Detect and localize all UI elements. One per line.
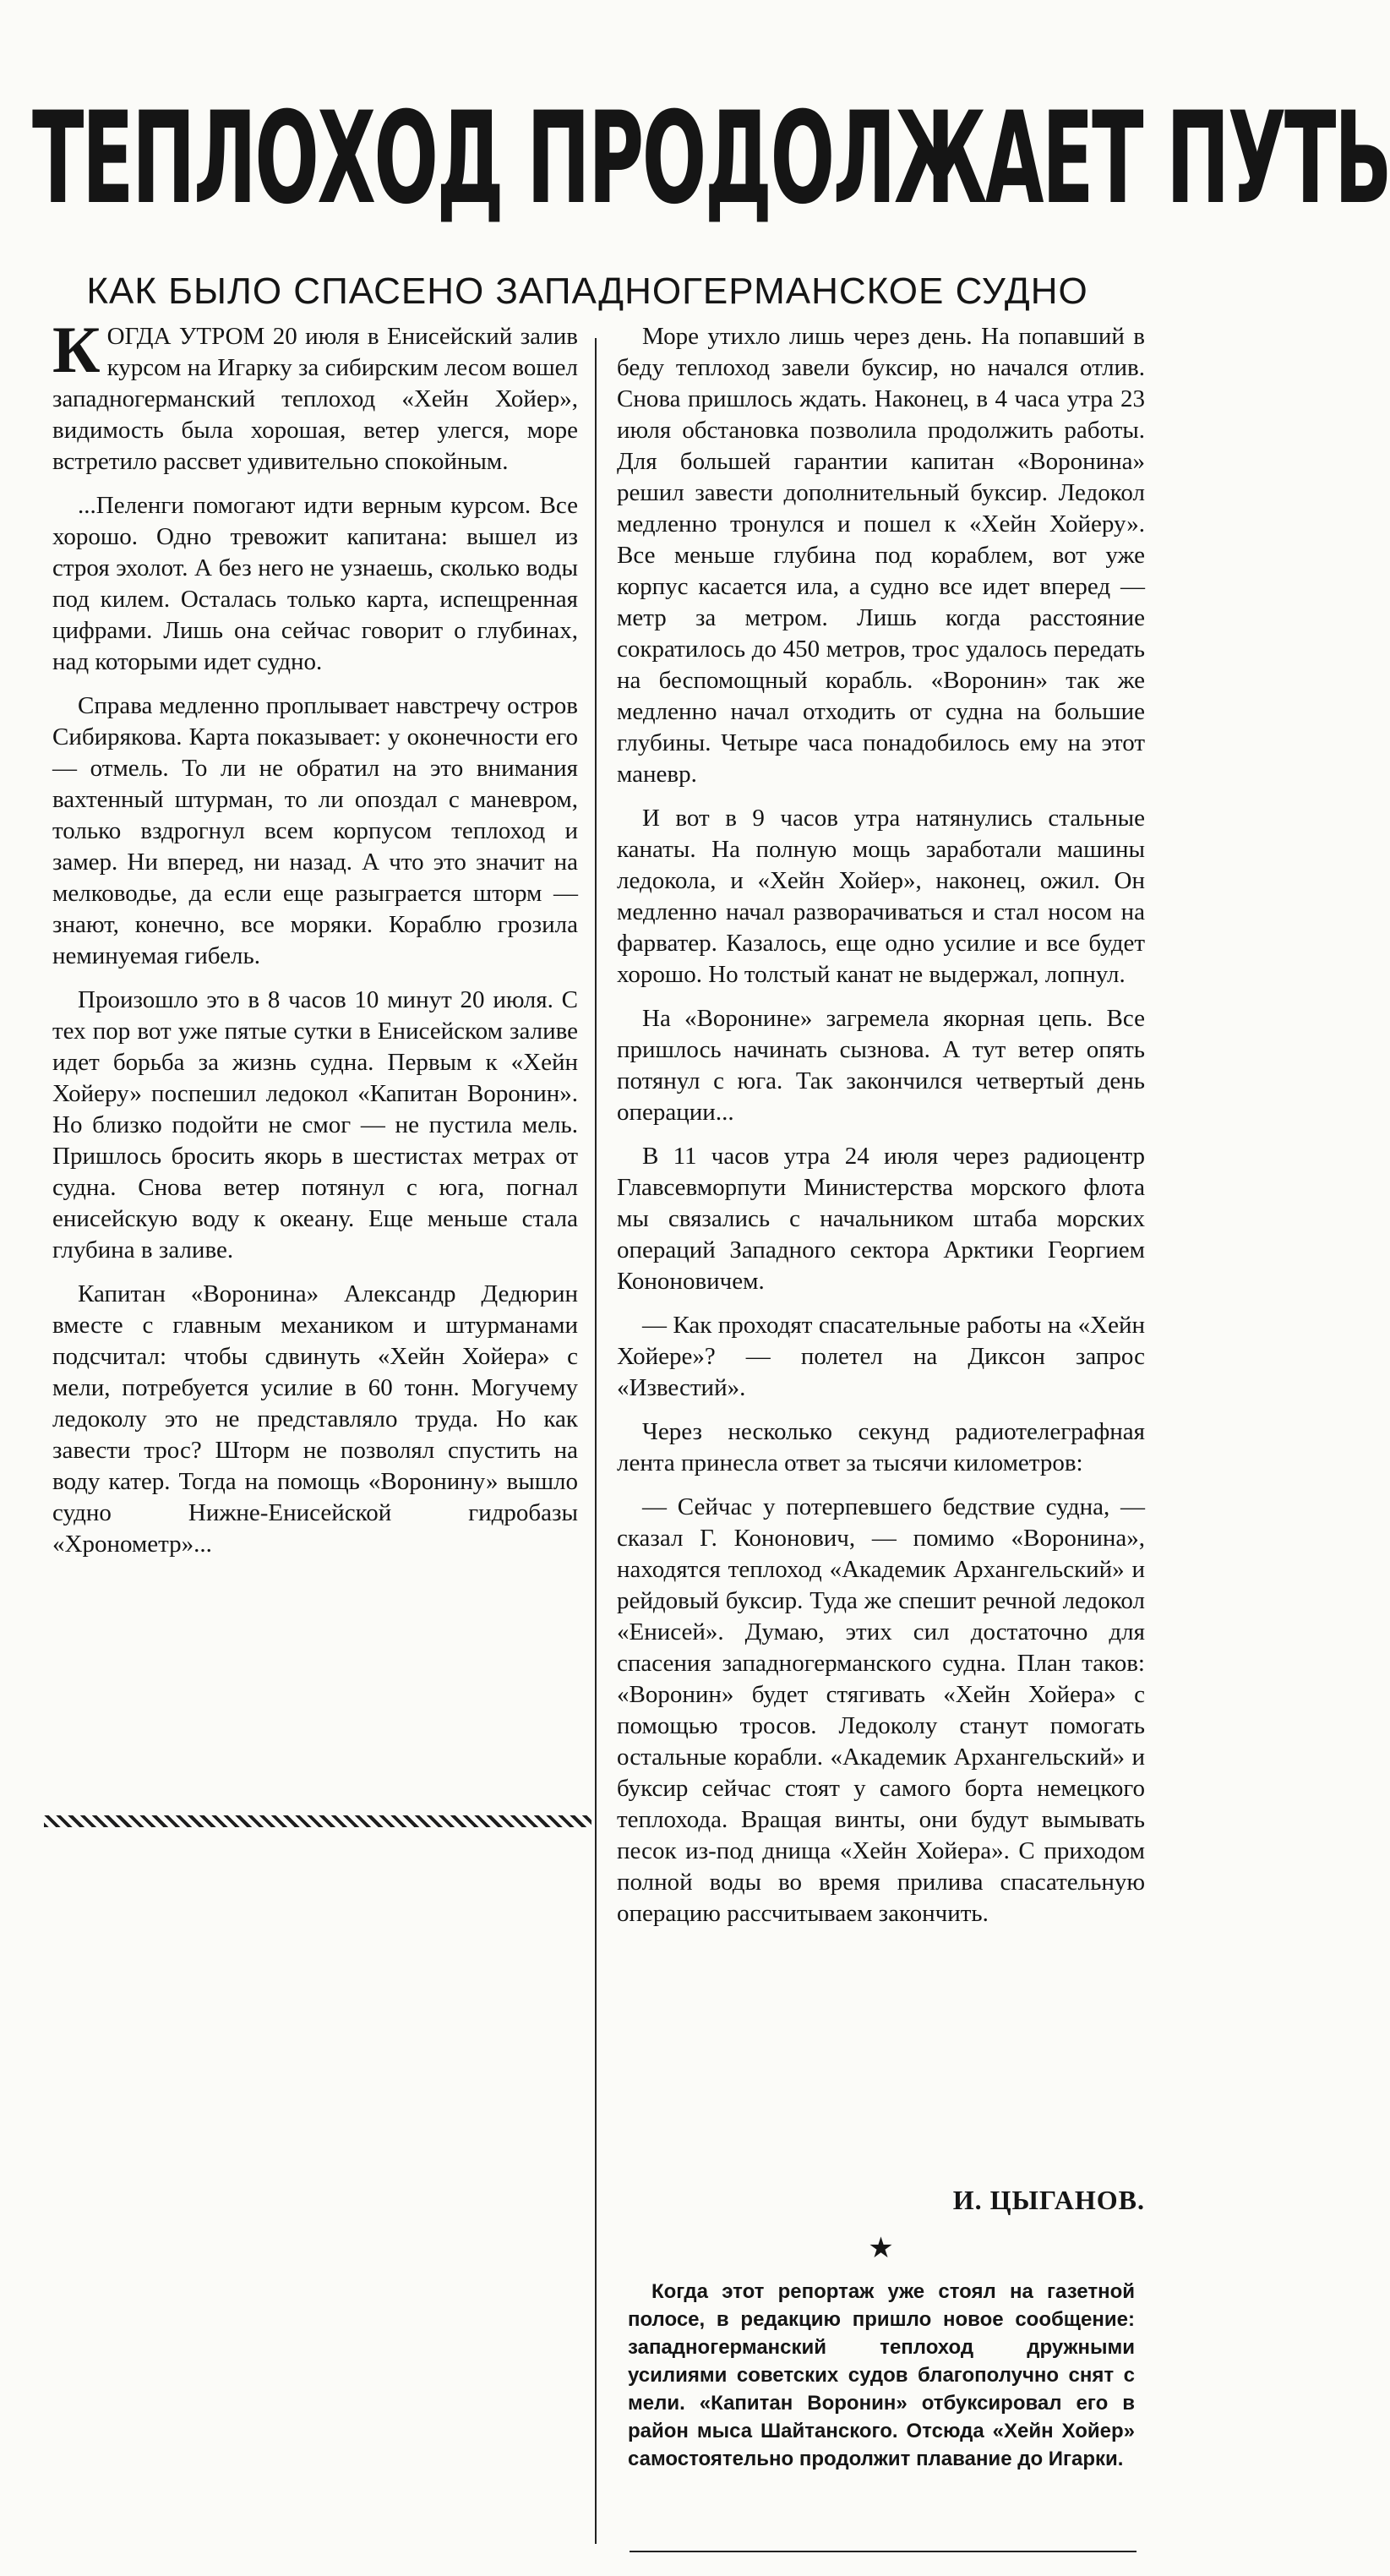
column-divider xyxy=(595,338,597,2544)
lead-paragraph xyxy=(52,313,578,478)
lead-text: ОГДА УТРОМ 20 июля в Енисейский залив курсом на Игарку за сибирским лесом вошел западногерманский теплоход «Хейн Хойер», видимость была хорошая, ветер улегся, море встретило рассвет удивительно спокойным. xyxy=(52,323,578,475)
right-paragraph-3: На «Воронине» загремела якорная цепь. Все пришлось начинать сызнова. А тут ветер опять потянул с юга. Так закончился четвертый день операции... xyxy=(617,1005,1145,1126)
postscript-text: Когда этот репортаж уже стоял на газетной полосе, в редакцию пришло новое сообщение: западногерманский теплоход дружными усилиями советских судов благополучно снят с мели. «Капитан Воронин» отбуксировал его в район мыса Шайтанского. Отсюда «Хейн Хойер» самостоятельно продолжит плавание до Игарки. xyxy=(628,2280,1135,2470)
star-icon: ★ xyxy=(868,2231,894,2265)
headline xyxy=(32,74,1390,243)
headline-text: ТЕПЛОХОД ПРОДОЛЖАЕТ ПУТЬ xyxy=(32,85,1390,232)
right-paragraph-6: Через несколько секунд радиотелеграфная лента принесла ответ за тысячи километров: xyxy=(617,1418,1145,1476)
author-signature: И. ЦЫГАНОВ. xyxy=(952,2185,1145,2215)
left-column xyxy=(52,313,578,1573)
left-paragraph-1: ...Пеленги помогают идти верным курсом. Все хорошо. Одно тревожит капитана: вышел из строя эхолот. А без него не узнаешь, сколько воды под килем. Осталась только карта, испещренная цифрами. Лишь она сейчас говорит о глубинах, над которыми идет судно. xyxy=(52,492,578,675)
left-paragraph-4: Капитан «Воронина» Александр Дедюрин вместе с главным механиком и штурманами подсчитал: чтобы сдвинуть «Хейн Хойера» с мели, потребуется усилие в 60 тонн. Могучему ледоколу это не представляло труда. Но как завести трос? Шторм не позволял спустить на воду катер. Тогда на помощь «Воронину» вышло судно Нижне-Енисейской гидробазы «Хронометр»... xyxy=(52,1280,578,1558)
ornamental-rule xyxy=(44,1815,591,1827)
left-paragraph-3: Произошло это в 8 часов 10 минут 20 июля. С тех пор вот уже пятые сутки в Енисейском заливе идет борьба за жизнь судна. Первым к «Хейн Хойеру» поспешил ледокол «Капитан Воронин». Но близко подойти не смог — не пустила мель. Пришлось бросить якорь в шестистах метрах от судна. Снова ветер потянул с юга, погнал енисейскую воду к океану. Еще меньше стала глубина в заливе. xyxy=(52,986,578,1263)
right-paragraph-4: В 11 часов утра 24 июля через радиоцентр Главсевморпути Министерства морского флота мы связались с начальником штаба морских операций Западного сектора Арктики Георгием Кононовичем. xyxy=(617,1143,1145,1295)
bottom-rule xyxy=(630,2551,1137,2552)
right-paragraph-7: — Сейчас у потерпевшего бедствие судна, — сказал Г. Кононович, — помимо «Воронина», находятся теплоход «Академик Архангельский» и рейдовый буксир. Туда же спешит речной ледокол «Енисей». Думаю, этих сил достаточно для спасения западногерманского судна. План таков: «Воронин» будет стягивать «Хейн Хойера» с помощью тросов. Ледоколу станут помогать остальные корабли. «Академик Архангельский» и буксир сейчас стоят у самого борта немецкого теплохода. Вращая винты, они будут вымывать песок из-под днища «Хейн Хойера». С приходом полной воды во время прилива спасательную операцию рассчитываем закончить. xyxy=(617,1493,1145,1927)
dropcap: К xyxy=(52,313,101,386)
right-column xyxy=(617,321,1145,1942)
left-paragraph-2: Справа медленно проплывает навстречу остров Сибирякова. Карта показывает: у оконечности его — отмель. То ли не обратил на это внимания вахтенный штурман, то ли опоздал с маневром, только вздрогнул всем корпусом теплоход и замер. Ни вперед, ни назад. А что это значит на мелководье, да если еще разыграется шторм — знают, конечно, все моряки. Кораблю грозила неминуемая гибель. xyxy=(52,692,578,969)
postscript xyxy=(628,2278,1135,2473)
subheadline: КАК БЫЛО СПАСЕНО ЗАПАДНОГЕРМАНСКОЕ СУДНО xyxy=(86,270,1088,312)
right-paragraph-1: Море утихло лишь через день. На попавший в беду теплоход завели буксир, но начался отлив. Снова пришлось ждать. Наконец, в 4 часа утра 23 июля обстановка позволила продолжить работы. Для большей гарантии капитан «Воронина» решил завести дополнительный буксир. Ледокол медленно тронулся и пошел к «Хейн Хойеру». Все меньше глубина под кораблем, вот уже корпус касается ила, а судно все идет вперед — метр за метром. Лишь когда расстояние сократилось до 450 метров, трос удалось передать на беспомощный корабль. «Воронин» так же медленно начал отходить от судна на большие глубины. Четыре часа понадобилось ему на этот маневр. xyxy=(617,323,1145,788)
right-paragraph-2: И вот в 9 часов утра натянулись стальные канаты. На полную мощь заработали машины ледокола, и «Хейн Хойер», наконец, ожил. Он медленно начал разворачиваться и стал носом на фарватер. Казалось, еще одно усилие и все будет хорошо. Но толстый канат не выдержал, лопнул. xyxy=(617,805,1145,988)
right-paragraph-5: — Как проходят спасательные работы на «Хейн Хойере»? — полетел на Диксон запрос «Известий». xyxy=(617,1312,1145,1401)
